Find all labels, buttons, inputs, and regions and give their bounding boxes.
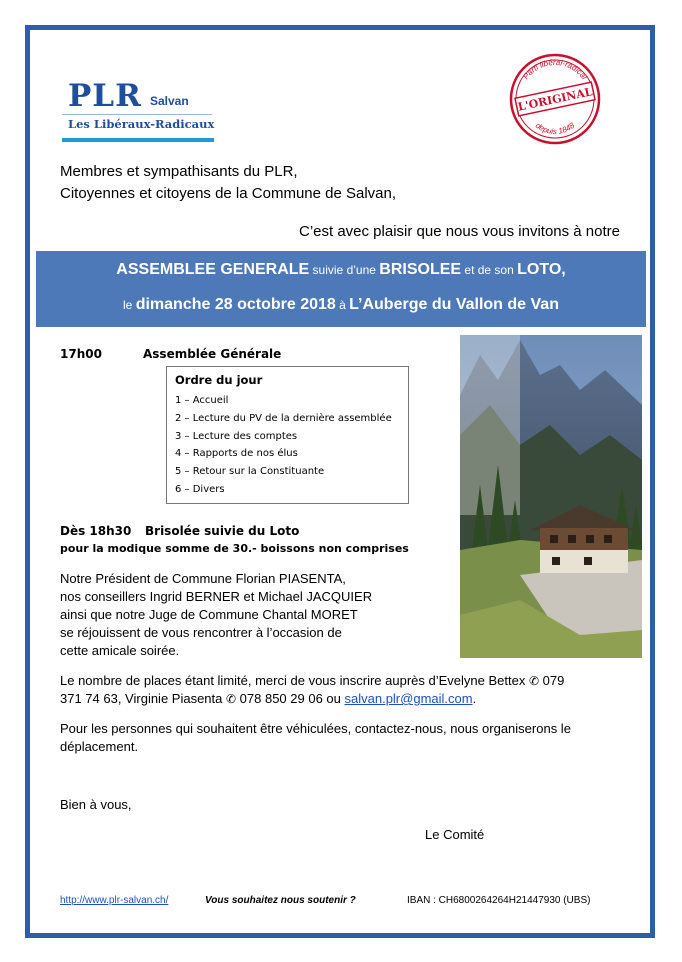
email-link[interactable]: salvan.plr@gmail.com <box>344 691 473 706</box>
banner-segment: dimanche 28 octobre 2018 <box>135 296 336 313</box>
agenda-item: 2 – Lecture du PV de la dernière assemblée <box>175 412 392 424</box>
agenda-item: 3 – Lecture des comptes <box>175 430 298 442</box>
registration-text: Le nombre de places étant limité, merci de vous inscrire auprès d’Evelyne Bettex <box>60 673 529 688</box>
phone-icon: ✆ <box>528 674 540 688</box>
closing-text: Bien à vous, <box>60 797 132 812</box>
auberge-photo <box>460 335 642 658</box>
paragraph-line: se réjouissent de vous rencontrer à l’occasion de <box>60 625 342 640</box>
phone-icon: ✆ <box>226 692 237 706</box>
logo-divider <box>62 114 212 115</box>
banner-segment: le <box>123 298 136 312</box>
agenda-title: Ordre du jour <box>175 373 263 387</box>
iban-text: IBAN : CH6800264264H21447930 (UBS) <box>407 895 591 906</box>
logo-plr-text: PLR <box>68 78 142 114</box>
greeting-line-2: Citoyennes et citoyens de la Commune de Salvan, <box>60 185 397 202</box>
paragraph-line <box>60 672 564 690</box>
banner-line-2 <box>36 296 646 314</box>
registration-paragraph <box>60 672 564 708</box>
phone-number: 078 850 29 06 ou <box>236 691 345 706</box>
banner-segment: et de son <box>461 263 518 277</box>
stamp-arc-bottom: depuis 1848 <box>533 120 577 137</box>
brisolee-title: Brisolée suivie du Loto <box>145 524 300 538</box>
logo-underline-bar <box>62 138 214 142</box>
registration-text: . <box>472 691 477 706</box>
paragraph-line: nos conseillers Ingrid BERNER et Michael JACQUIER <box>60 589 373 604</box>
banner-segment: BRISOLEE <box>379 261 462 278</box>
paragraph-line: Notre Président de Commune Florian PIASENTA, <box>60 571 346 586</box>
agenda-box <box>166 366 409 504</box>
banner-line-1 <box>36 261 646 279</box>
banner-segment: L’Auberge du Vallon de Van <box>349 296 559 313</box>
plr-logo <box>62 78 220 148</box>
greeting-line-1: Membres et sympathisants du PLR, <box>60 163 298 180</box>
paragraph-line: déplacement. <box>60 739 139 754</box>
banner-segment: ASSEMBLEE GENERALE <box>116 261 310 278</box>
price-note: pour la modique somme de 30.- boissons non comprises <box>60 542 409 555</box>
agenda-item: 1 – Accueil <box>175 395 229 406</box>
website-link[interactable]: http://www.plr-salvan.ch/ <box>60 895 169 906</box>
svg-text:depuis 1848 <box>534 121 577 136</box>
signature-text: Le Comité <box>425 827 485 842</box>
time-18h30: Dès 18h30 <box>60 524 132 538</box>
paragraph-line: cette amicale soirée. <box>60 643 180 658</box>
phone-number: 079 <box>539 673 565 688</box>
banner-segment: suivie d’une <box>309 263 380 277</box>
paragraph-line: Pour les personnes qui souhaitent être véhiculées, contactez-nous, nous organiserons le <box>60 721 571 736</box>
paragraph-line: ainsi que notre Juge de Commune Chantal MORET <box>60 607 358 622</box>
officials-paragraph <box>60 570 372 660</box>
banner-segment: à <box>335 298 350 312</box>
time-17h00: 17h00 <box>60 347 102 361</box>
agenda-item: 5 – Retour sur la Constituante <box>175 466 325 478</box>
agenda-item: 6 – Divers <box>175 483 225 495</box>
agenda-item: 4 – Rapports de nos élus <box>175 448 298 460</box>
agenda-list <box>175 392 392 499</box>
stamp-center-text: L'ORIGINAL <box>516 85 594 114</box>
support-question: Vous souhaitez nous soutenir ? <box>205 895 356 906</box>
invitation-line: C’est avec plaisir que nous vous invitons à notre <box>298 223 620 240</box>
paragraph-line <box>60 690 564 708</box>
registration-text: 371 74 63, Virginie Piasenta <box>60 691 226 706</box>
transport-paragraph <box>60 720 571 756</box>
assembly-title: Assemblée Générale <box>143 347 282 361</box>
banner-segment: LOTO, <box>517 261 566 278</box>
event-banner <box>36 251 646 327</box>
logo-local-text: Salvan <box>150 94 189 108</box>
original-stamp <box>508 52 602 146</box>
logo-subtitle: Les Libéraux-Radicaux <box>68 117 215 131</box>
stamp-arc-top: Parti libéral-radical <box>521 57 589 82</box>
